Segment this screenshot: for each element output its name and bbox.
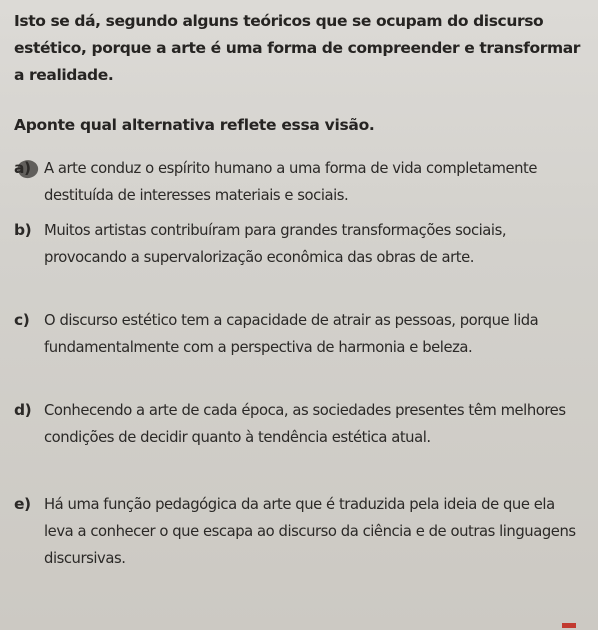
option-text: Há uma função pedagógica da arte que é traduzida pela ideia de que ela leva a conhecer o que escapa ao discurso da ciência e de outras linguagens discursivas.: [44, 496, 576, 567]
option-e[interactable]: [14, 491, 588, 572]
option-text: A arte conduz o espírito humano a uma forma de vida completamente destituída de interesses materiais e sociais.: [44, 160, 538, 204]
intro-paragraph: Isto se dá, segundo alguns teóricos que se ocupam do discurso estético, porque a arte é uma forma de compreender e transformar a realidade.: [14, 12, 581, 84]
question-prompt: Aponte qual alternativa reflete essa visão.: [14, 116, 375, 134]
option-letter: e): [14, 495, 31, 513]
option-d[interactable]: [14, 397, 588, 451]
option-text: Conhecendo a arte de cada época, as sociedades presentes têm melhores condições de decidir quanto à tendência estética atual.: [44, 402, 566, 446]
option-c[interactable]: [14, 307, 588, 361]
red-mark-icon: [562, 623, 576, 628]
option-text: O discurso estético tem a capacidade de atrair as pessoas, porque lida fundamentalmente com a perspectiva de harmonia e beleza.: [44, 312, 539, 356]
option-letter: d): [14, 401, 32, 419]
option-letter: b): [14, 221, 32, 239]
option-letter: c): [14, 311, 30, 329]
option-letter: a): [14, 159, 31, 177]
option-b[interactable]: [14, 217, 588, 271]
option-text: Muitos artistas contribuíram para grandes transformações sociais, provocando a supervalorização econômica das obras de arte.: [44, 222, 507, 266]
option-a[interactable]: [14, 155, 588, 209]
